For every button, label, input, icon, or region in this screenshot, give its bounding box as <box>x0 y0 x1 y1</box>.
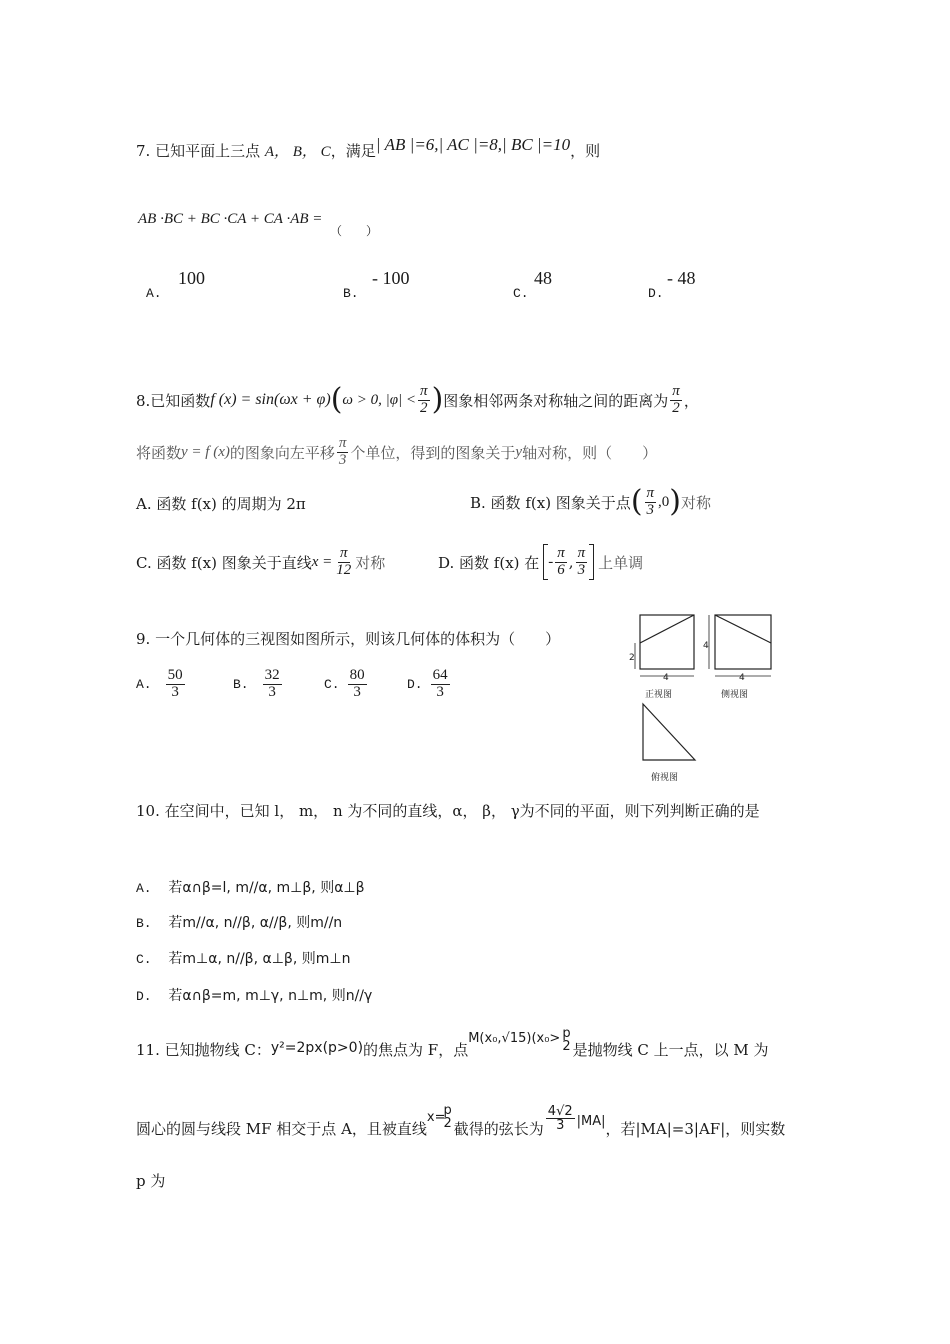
q10-option-c: C. 若m⊥α, n//β, α⊥β, 则m⊥n <box>136 951 351 967</box>
q7-blank: （ ） <box>330 224 379 238</box>
q7-option-d-value: - 48 <box>667 268 696 288</box>
q8-option-b: B. 函数 f(x) 图象关于点 ( $\frac{\pi}{3}$ ,0 ) 对称 <box>470 484 712 519</box>
dim-2-label: 2 <box>629 653 635 663</box>
side-view <box>715 615 771 669</box>
dim-4-front-label: 4 <box>663 673 669 683</box>
top-view <box>643 704 695 760</box>
q7-stem: 7. 已知平面上三点 A， B， C，满足| AB |=6,| AC |=8,| BC |=10，则 <box>136 135 601 160</box>
q8-option-c: C. 函数 f(x) 图象关于直线 x = $\frac{\pi}{12}$ 对称 <box>136 544 386 578</box>
q7-option-c-letter: C. <box>513 286 529 301</box>
q9-option-c: C. $\frac{80}{3}$ <box>324 666 365 700</box>
q9-stem: 9. 一个几何体的三视图如图所示，则该几何体的体积为（ ） <box>136 630 561 648</box>
q8-line1: 8.已知函数 f (x) = sin(ωx + φ) ( ω > 0, |φ| < $\frac{\pi}{2}$ ) 图象相邻两条对称轴之间的距离为 $\frac{\pi}{2}$ ， <box>136 382 699 417</box>
q7-expression: AB ·BC + BC ·CA + CA ·AB = <box>138 211 323 227</box>
q9-option-d: D. $\frac{64}{3}$ <box>407 666 448 700</box>
q11-line2: 圆心的圆与线段 MF 相交于点 A，且被直线 x= p 2 截得的弦长为 $\frac{4√2}{3}$ |MA| ，若|MA|=3|AF|，则实数 <box>136 1102 786 1138</box>
q7-option-b-value: - 100 <box>372 268 410 288</box>
q10-option-a: A. 若α∩β=l, m//α, m⊥β, 则α⊥β <box>136 880 365 896</box>
q10-stem: 10. 在空间中，已知 l， m， n 为不同的直线，α， β， γ为不同的平面，则下列判断正确的是 <box>136 802 760 820</box>
q11-line3: p 为 <box>136 1172 166 1190</box>
top-view-label: 俯视图 <box>651 773 679 783</box>
q9-option-b: B. $\frac{32}{3}$ <box>233 666 280 700</box>
q7-option-c-value: 48 <box>534 268 552 288</box>
dim-4-side-height-label: 4 <box>703 641 709 651</box>
q11-line1: 11. 已知抛物线 C： y²=2px(p>0) 的焦点为 F，点 M(x₀,√15)(x₀> p 2 是抛物线 C 上一点，以 M 为 <box>136 1025 769 1059</box>
dim-4-side-width-label: 4 <box>739 673 745 683</box>
q7-option-b-letter: B. <box>343 286 359 301</box>
q9-option-a: A. $\frac{50}{3}$ <box>136 666 183 700</box>
q8-option-d: D. 函数 f(x) 在 - $\frac{\pi}{6}$ , $\frac{\pi}{3}$ 上单调 <box>438 542 643 582</box>
q8-option-a: A. 函数 f(x) 的周期为 2π <box>136 495 306 513</box>
front-view <box>640 615 694 669</box>
q7-option-d-letter: D. <box>648 286 664 301</box>
side-view-label: 侧视图 <box>721 690 749 700</box>
q8-line2: 将函数 y = f (x) 的图象向左平移 $\frac{\pi}{3}$ 个单位，得到的图象关于 y 轴对称，则（ ） <box>136 434 658 468</box>
front-view-label: 正视图 <box>645 690 673 700</box>
q7-option-a-letter: A. <box>146 286 162 301</box>
q10-option-b: B. 若m//α, n//β, α//β, 则m//n <box>136 915 343 931</box>
q7-option-a-value: 100 <box>178 268 205 288</box>
q10-option-d: D. 若α∩β=m, m⊥γ, n⊥m, 则n//γ <box>136 988 373 1004</box>
three-view-figure <box>625 610 785 785</box>
